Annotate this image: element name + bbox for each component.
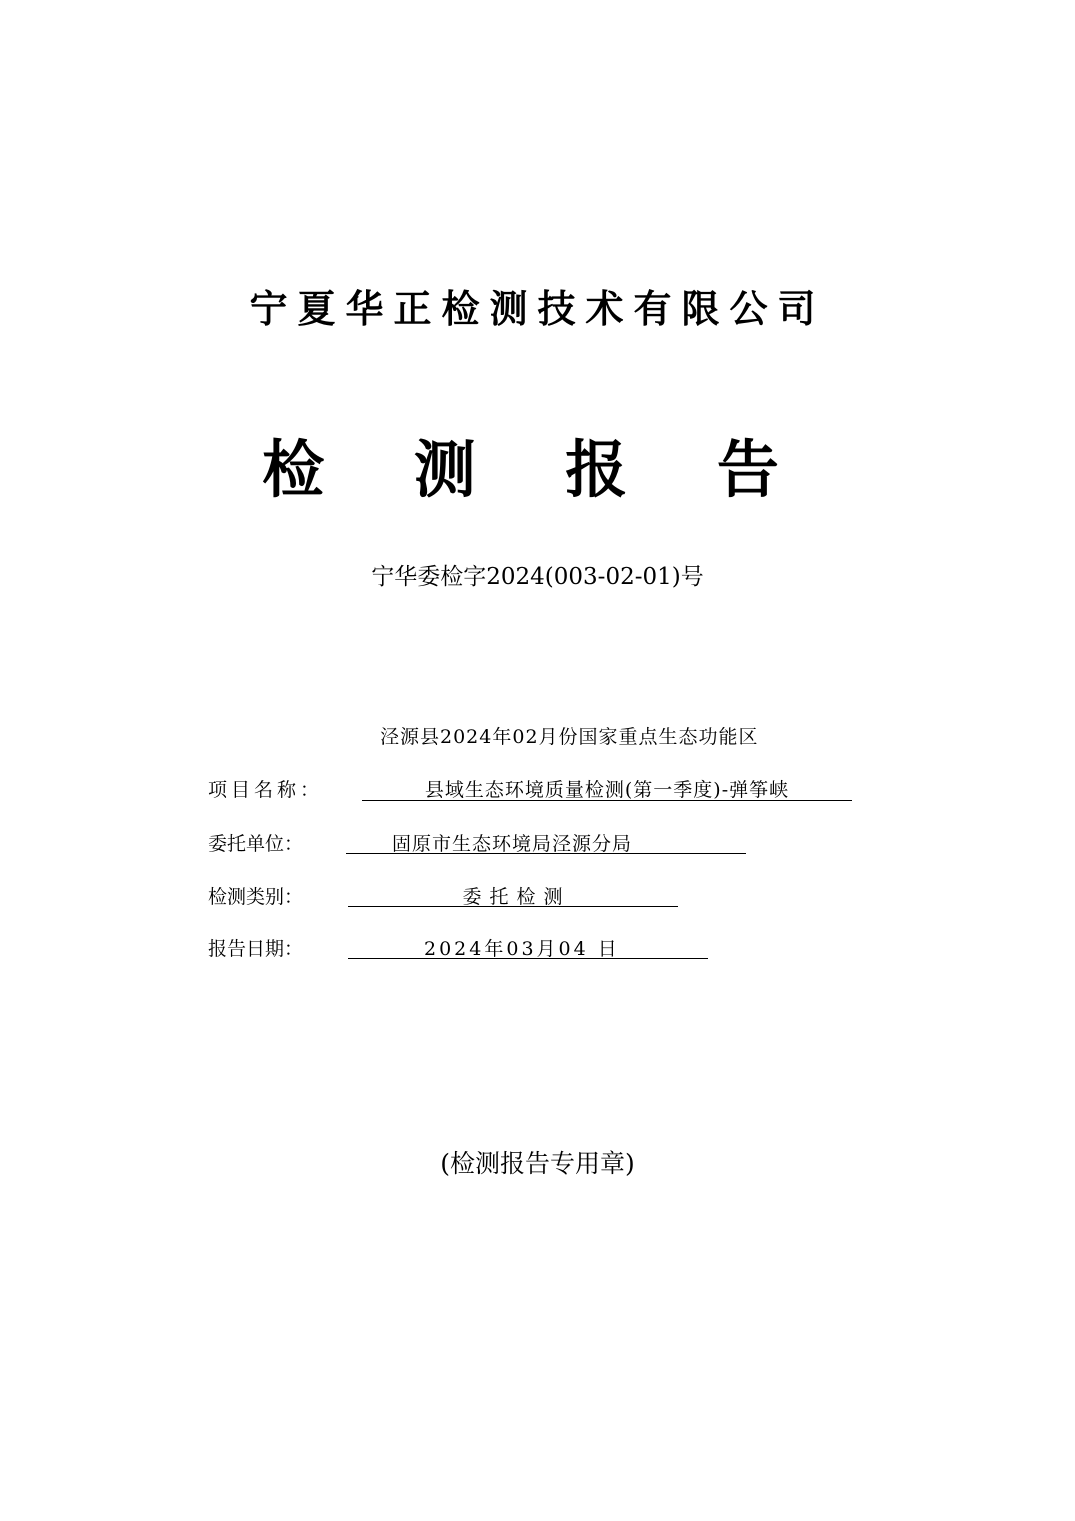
project-name-value-line2: 县域生态环境质量检测(第一季度)-弹筝峡 <box>362 775 852 801</box>
stamp-note: (检测报告专用章) <box>440 1149 635 1178</box>
test-type-value: 委 托 检 测 <box>348 882 678 907</box>
report-number: 宁华委检字2024(003-02-01)号 <box>371 564 704 590</box>
report-date-label: 报告日期： <box>208 938 304 960</box>
report-date-value <box>348 934 708 959</box>
client-value-text: 固原市生态环境局泾源分局 <box>392 833 633 855</box>
project-name-value-line1: 泾源县2024年02月份国家重点生态功能区 <box>380 726 759 748</box>
project-name-label: 项目名称： <box>208 779 324 801</box>
test-type-label: 检测类别： <box>208 886 304 908</box>
client-value <box>346 829 746 854</box>
company-name: 宁夏华正检测技术有限公司 <box>249 286 826 331</box>
report-date-value-text: 2024年03月04 日 <box>424 938 620 960</box>
report-title: 检 测 报 告 <box>262 433 813 506</box>
client-label: 委托单位： <box>208 833 304 855</box>
